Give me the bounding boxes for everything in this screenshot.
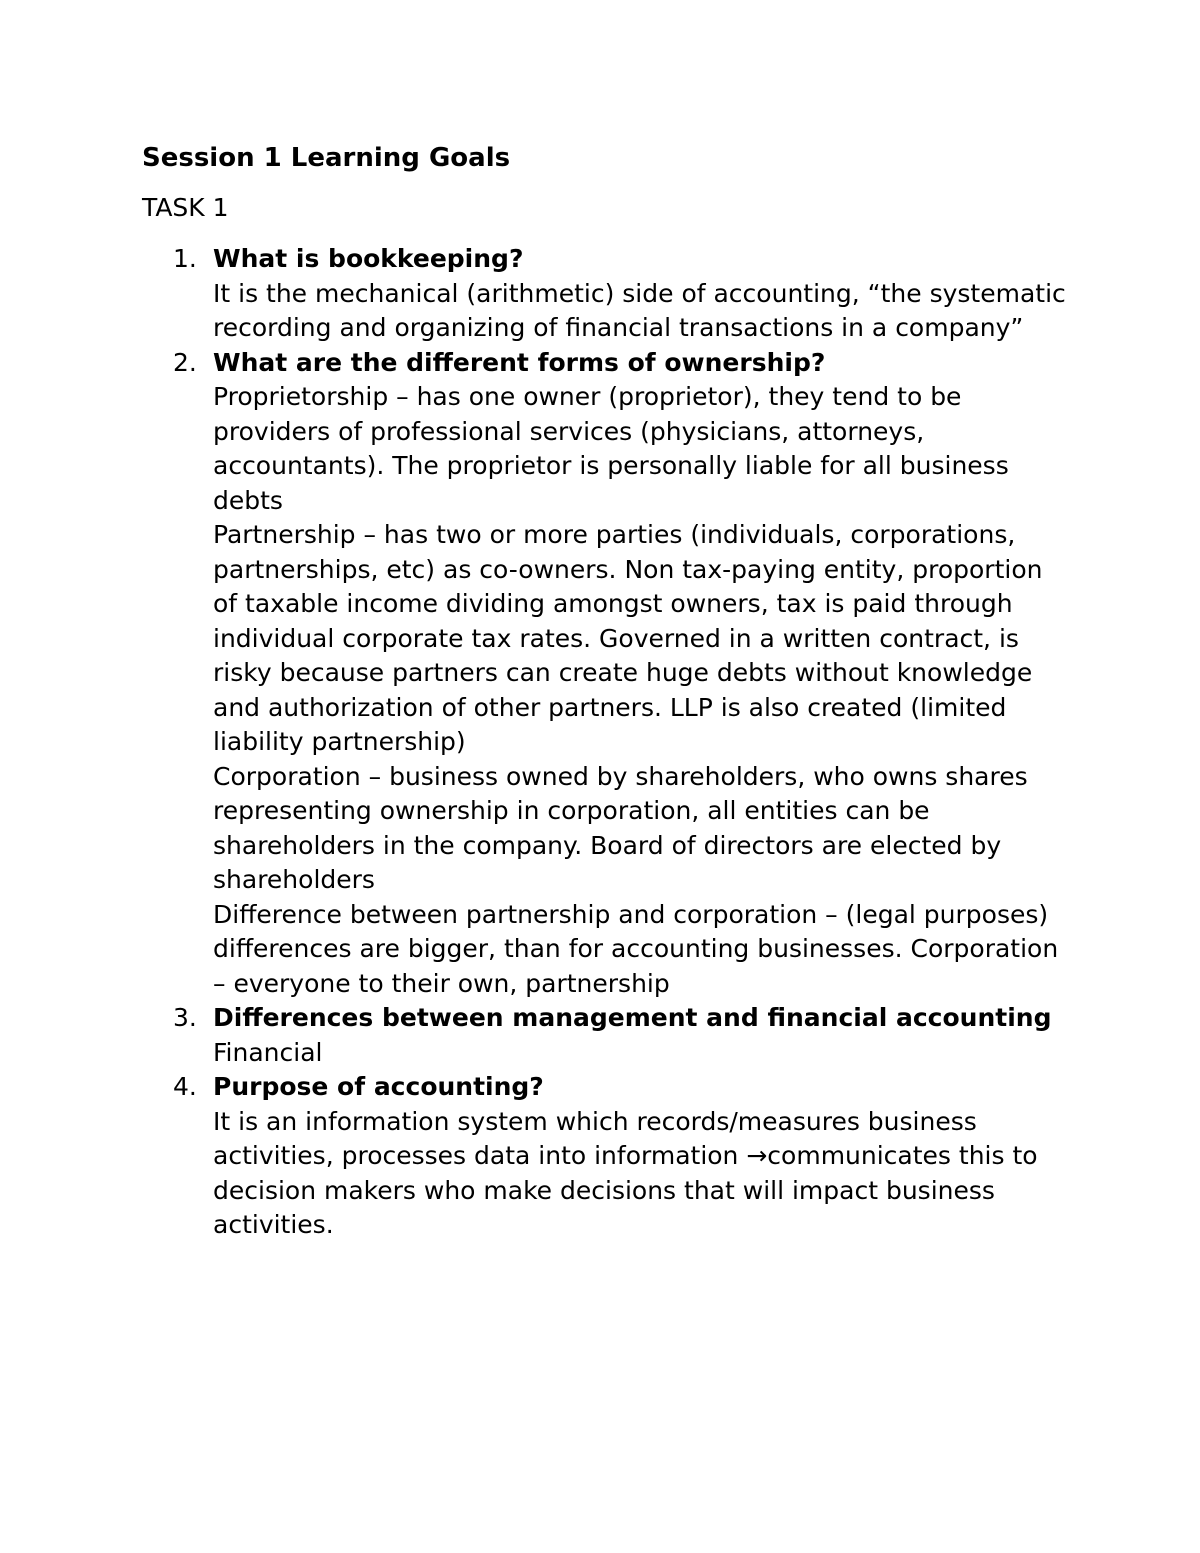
question-list xyxy=(142,242,1072,1243)
question-number: 4. xyxy=(173,1072,197,1101)
answer-paragraph: Proprietorship – has one owner (proprietor), they tend to be providers of professional services (physicians, attorneys, accountants). The proprietor is personally liable for all business debts xyxy=(213,382,1009,515)
answer-paragraph: Financial xyxy=(213,1037,323,1067)
question-item-1 xyxy=(142,242,1072,346)
answer-paragraph: It is the mechanical (arithmetic) side of accounting, “the systematic recording and organizing of financial transactions in a company” xyxy=(213,278,1066,342)
answer-paragraph: Partnership – has two or more parties (individuals, corporations, partnerships, etc) as co-owners. Non tax-paying entity, proportion of taxable income dividing amongst owners, tax is paid through individual corporate tax rates. Governed in a written contract, is risky because partners can create huge debts without knowledge and authorization of other partners. LLP is also created (limited liability partnership) xyxy=(213,520,1043,756)
answer-paragraph: Corporation – business owned by shareholders, who owns shares representing ownership in corporation, all entities can be shareholders in the company. Board of directors are elected by shareholders xyxy=(213,761,1028,894)
question-text: What are the different forms of ownership? xyxy=(213,347,826,377)
question-item-4 xyxy=(142,1070,1072,1243)
task-label: TASK 1 xyxy=(142,193,229,222)
question-text: Differences between management and financial accounting xyxy=(213,1003,1052,1032)
document-title: Session 1 Learning Goals xyxy=(142,143,511,173)
answer-paragraph: It is an information system which records/measures business activities, processes data into information →communicates this to decision makers who make decisions that will impact business activities. xyxy=(213,1106,1038,1239)
question-item-3 xyxy=(142,1001,1072,1070)
question-number: 2. xyxy=(173,347,197,377)
question-item-2 xyxy=(142,346,1072,1002)
answer-paragraph: Difference between partnership and corporation – (legal purposes) differences are bigger, than for accounting businesses. Corporation – everyone to their own, partnership xyxy=(213,899,1059,998)
question-number: 3. xyxy=(173,1003,197,1032)
question-number: 1. xyxy=(173,244,197,273)
document-page xyxy=(142,138,1072,1243)
question-text: Purpose of accounting? xyxy=(213,1072,544,1101)
question-text: What is bookkeeping? xyxy=(213,244,524,273)
